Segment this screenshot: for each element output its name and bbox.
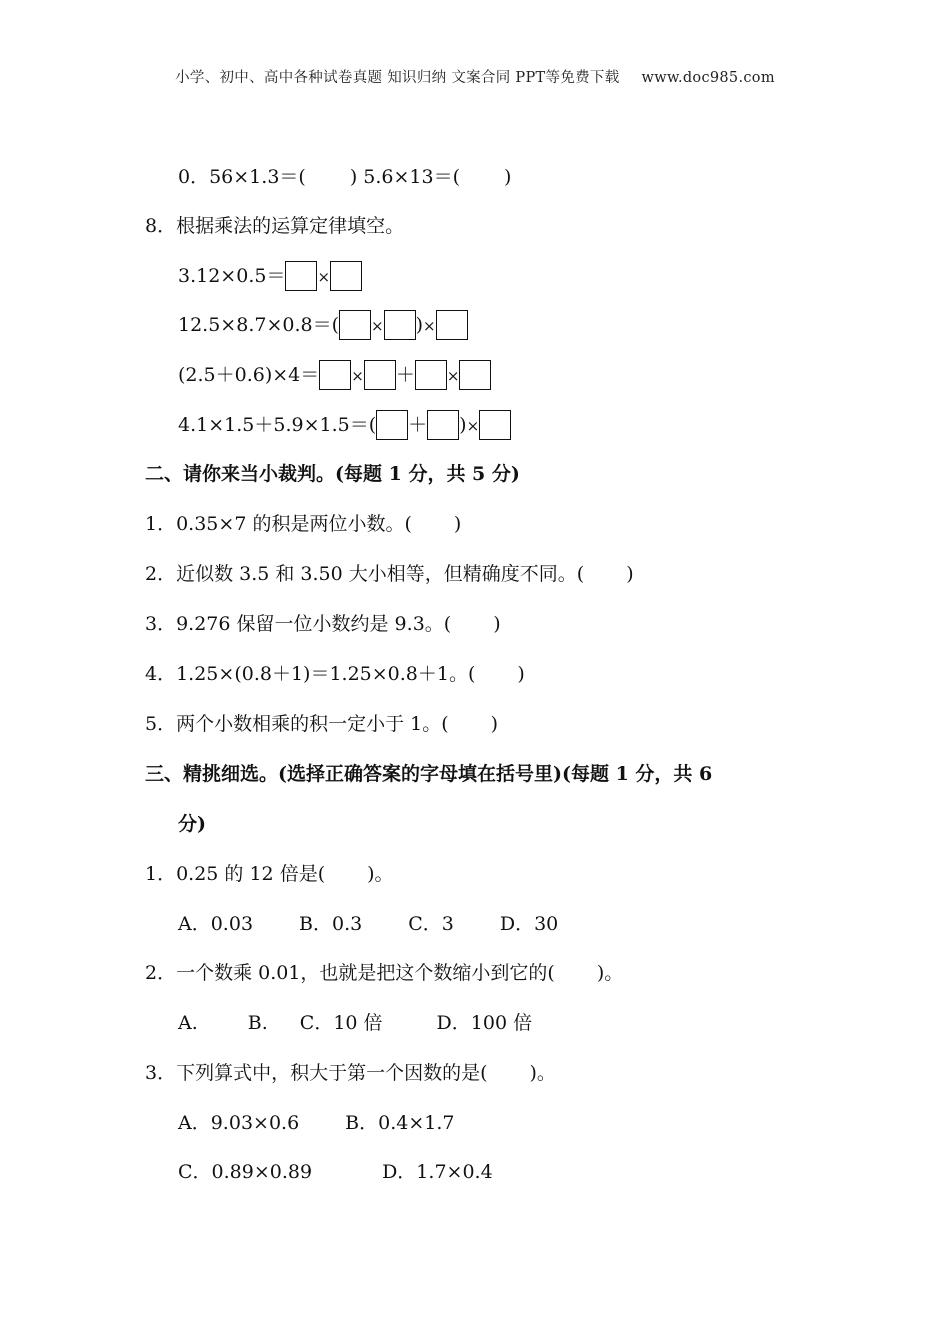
choice-q3-options-row2 [178,1158,493,1186]
stem-end: )。 [367,863,394,885]
q8-l1-prefix: 3.12×0.5＝ [178,265,286,287]
q7-continuation [178,163,511,191]
times-sign: × [351,367,364,385]
close-paren: ) [453,513,462,535]
right-paren: ) [415,314,423,336]
section3-title-line2: 分) [178,813,206,835]
choice-stem-text: 1．0.25 的 12 倍是( [145,863,326,885]
section3-title-line1: 三、精挑细选。(选择正确答案的字母填在括号里)(每题 1 分，共 6 [145,763,713,785]
times-sign: × [317,268,331,286]
option-a[interactable]: A．0.03 [178,913,254,935]
answer-box[interactable] [319,360,351,390]
section2-title: 二、请你来当小裁判。(每题 1 分，共 5 分) [145,463,520,485]
option-c[interactable]: C．10 倍 [299,1012,383,1034]
judge-item-4 [145,660,525,688]
answer-box[interactable] [376,410,408,440]
judge-item-2 [145,560,634,588]
choice-q1-stem [145,860,394,888]
choice-q2-stem [145,959,623,987]
answer-box[interactable] [479,410,511,440]
q8-line1 [178,261,362,291]
plus-sign: ＋ [395,364,415,386]
q8-l4-prefix: 4.1×1.5＋5.9×1.5＝( [178,414,377,436]
close-paren: ) [490,713,499,735]
close-paren: ) [493,613,501,635]
right-paren: ) [459,414,467,436]
choice-stem-text: 2．一个数乘 0.01，也就是把这个数缩小到它的( [145,962,555,984]
answer-box[interactable] [427,410,459,440]
header-url: www.doc985.com [641,70,775,86]
q8-line3 [178,360,491,390]
times-sign: × [446,367,460,385]
judge-item-5 [145,710,498,738]
q8-l3-prefix: (2.5＋0.6)×4＝ [178,364,320,386]
choice-q3-options-row1 [178,1109,455,1137]
q8-line2 [178,310,468,340]
option-b[interactable]: B. [247,1012,268,1034]
choice-q2-options [178,1009,532,1037]
answer-box[interactable] [339,310,371,340]
judge-item-text: 1．0.35×7 的积是两位小数。( [145,513,412,535]
option-d[interactable]: D．1.7×0.4 [382,1161,493,1183]
page-header [0,66,950,87]
answer-box[interactable] [364,360,396,390]
close-paren: ) [626,563,634,585]
answer-box[interactable] [285,261,317,291]
judge-item-text: 4．1.25×(0.8＋1)＝1.25×0.8＋1。( [145,663,476,685]
option-b[interactable]: B．0.3 [299,913,363,935]
close-paren: ) [517,663,525,685]
option-b[interactable]: B．0.4×1.7 [345,1112,455,1134]
q8-l2-prefix: 12.5×8.7×0.8＝( [178,314,339,336]
choice-stem-text: 3．下列算式中，积大于第一个因数的是( [145,1062,488,1084]
judge-item-text: 5．两个小数相乘的积一定小于 1。( [145,713,449,735]
judge-item-3 [145,610,501,638]
q7-part2: ) 5.6×13＝( [349,166,461,188]
answer-box[interactable] [415,360,447,390]
answer-box[interactable] [384,310,416,340]
choice-q3-stem [145,1059,556,1087]
judge-item-1 [145,510,461,538]
judge-item-text: 2．近似数 3.5 和 3.50 大小相等，但精确度不同。( [145,563,585,585]
option-a[interactable]: A. [178,1012,198,1034]
option-a[interactable]: A．9.03×0.6 [178,1112,300,1134]
stem-end: )。 [529,1062,556,1084]
stem-end: )。 [596,962,624,984]
judge-item-text: 3．9.276 保留一位小数约是 9.3。( [145,613,452,635]
header-text: 小学、初中、高中各种试卷真题 知识归纳 文案合同 PPT等免费下载 [175,70,620,86]
answer-box[interactable] [436,310,468,340]
q7-part1: 0．56×1.3＝( [178,166,306,188]
times-sign: × [466,417,480,435]
q7-part3: ) [504,166,512,188]
answer-box[interactable] [330,261,362,291]
answer-box[interactable] [459,360,491,390]
q8-line4 [178,410,511,440]
choice-q1-options [178,910,558,938]
times-sign: × [423,317,436,335]
times-sign: × [371,317,384,335]
option-c[interactable]: C．0.89×0.89 [178,1161,313,1183]
option-d[interactable]: D．30 [499,913,559,935]
option-d[interactable]: D．100 倍 [436,1012,533,1034]
option-c[interactable]: C．3 [408,913,454,935]
q8-title: 8．根据乘法的运算定律填空。 [145,215,405,237]
plus-sign: ＋ [408,414,428,436]
